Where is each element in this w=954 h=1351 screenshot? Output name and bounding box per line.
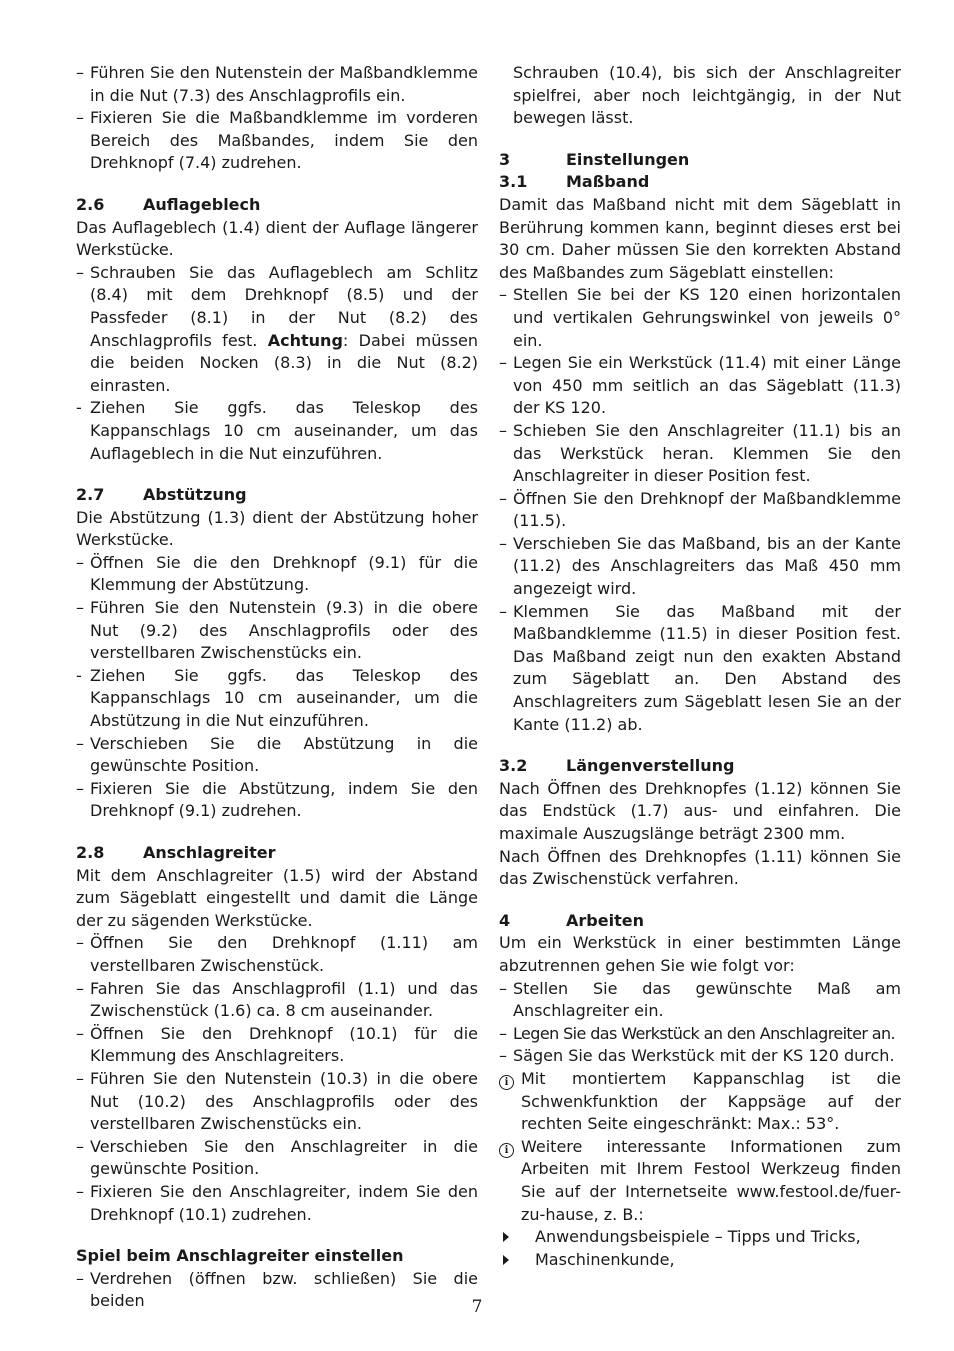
list-item: – Schieben Sie den Anschlagreiter (11.1) bis an das Werkstück heran. Klemmen Sie den Anschlagreiter in dieser Position fest. (499, 420, 901, 486)
info-note: i Mit montiertem Kappanschlag ist die Schwenkfunktion der Kappsäge auf der rechten Seite eingeschränkt: Max.: 53°. (499, 1068, 901, 1136)
list-item: – Stellen Sie bei der KS 120 einen horizontalen und vertikalen Gehrungswinkel von jeweils 0° ein. (499, 285, 901, 350)
info-circle-icon: i (499, 1143, 514, 1158)
list-item: – Fixieren Sie den Anschlagreiter, indem Sie den Drehknopf (10.1) zudrehen. (76, 1181, 478, 1224)
section-body: Die Abstützung (1.3) dient der Abstützung hoher Werkstücke. (76, 507, 478, 550)
section-body: Nach Öffnen des Drehknopfes (1.11) können Sie das Zwischenstück verfahren. (499, 846, 901, 889)
bullet-item: Anwendungsbeispiele – Tipps und Tricks, (499, 1226, 901, 1249)
list-item: – Verschieben Sie den Anschlagreiter in die gewünschte Position. (76, 1136, 478, 1179)
section-body: Das Auflageblech (1.4) dient der Auflage längerer Werkstücke. (76, 217, 478, 260)
section-body: Mit dem Anschlagreiter (1.5) wird der Abstand zum Sägeblatt eingestellt und damit die Länge der zu sägenden Werkstücke. (76, 865, 478, 930)
list-item: – Öffnen Sie den Drehknopf (1.11) am verstellbaren Zwischenstück. (76, 933, 478, 975)
section-heading-4: 4 Arbeiten (499, 910, 644, 930)
section-body: Nach Öffnen des Drehknopfes (1.12) können Sie das Endstück (1.7) aus- und einfahren. Die maximale Auszugslänge beträgt 2300 mm. (499, 778, 901, 843)
list-item: – Führen Sie den Nutenstein der Maßbandklemme in die Nut (7.3) des Anschlagprofils ein. (76, 63, 478, 105)
info-note: i Weitere interessante Informationen zum Arbeiten mit Ihrem Festool Werkzeug finden Sie auf der Internetseite www.festool.de/fuer-zu-hause, z. B.: (499, 1136, 901, 1226)
list-item: – Verschieben Sie die Abstützung in die gewünschte Position. (76, 733, 478, 776)
list-item: – Fahren Sie das Anschlagprofil (1.1) und das Zwischenstück (1.6) ca. 8 cm auseinander. (76, 978, 478, 1021)
section-heading-2-8: 2.8 Anschlagreiter (76, 843, 276, 862)
list-item: – Legen Sie das Werkstück an den Anschlagreiter an. (499, 1023, 896, 1043)
list-item: – Öffnen Sie die den Drehknopf (9.1) für die Klemmung der Abstützung. (76, 552, 478, 595)
list-item: – Schrauben Sie das Auflageblech am Schlitz (8.4) mit dem Drehknopf (8.5) und der Passfeder (8.1) in der Nut (8.2) des Anschlagprofils fest. Achtung: Dabei müssen die beiden Nocken (8.3) in die Nut (8.2) einrasten. (76, 262, 479, 395)
section-body: Damit das Maßband nicht mit dem Sägeblatt in Berührung kommen kann, beginnt dieses erst bei 30 cm. Daher müssen Sie den korrekten Abstand des Maßbandes zum Sägeblatt einstellen: (499, 194, 901, 282)
section-heading-2-6: 2.6 Auflageblech (76, 194, 261, 214)
warning-label: Achtung (267, 330, 343, 350)
section-heading-3: 3 Einstellungen (499, 149, 690, 169)
info-circle-icon: i (499, 1075, 514, 1090)
list-item: – Verschieben Sie das Maßband, bis an der Kante (11.2) des Anschlagreiters das Maß 450 mm angezeigt wird. (499, 533, 901, 599)
list-item: – Sägen Sie das Werkstück mit der KS 120 durch. (499, 1046, 895, 1066)
list-item: – Führen Sie den Nutenstein (9.3) in die obere Nut (9.2) des Anschlagprofils oder des verstellbaren Zwischenstücks ein. (76, 598, 478, 663)
list-item: – Legen Sie ein Werkstück (11.4) mit einer Länge von 450 mm seitlich an das Sägeblatt (11.3) der KS 120. (499, 353, 901, 418)
list-item: – Fixieren Sie die Maßbandklemme im vorderen Bereich des Maßbandes, indem Sie den Drehknopf (7.4) zudrehen. (76, 108, 478, 173)
list-item: – Führen Sie den Nutenstein (10.3) in die obere Nut (10.2) des Anschlagprofils oder des verstellbaren Zwischenstücks ein. (76, 1068, 478, 1134)
triangle-right-icon (503, 1232, 509, 1242)
list-item: - Ziehen Sie ggfs. das Teleskop des Kappanschlags 10 cm auseinander, um das Auflageblech in die Nut einzuführen. (76, 398, 478, 463)
right-column (499, 62, 901, 1271)
bullet-item: Maschinenkunde, (499, 1249, 901, 1272)
list-item: – Stellen Sie das gewünschte Maß am Anschlagreiter ein. (499, 978, 901, 1021)
section-body: Um ein Werkstück in einer bestimmten Länge abzutrennen gehen Sie wie folgt vor: (499, 933, 901, 975)
list-item-continuation: Schrauben (10.4), bis sich der Anschlagreiter spielfrei, aber noch leichtgängig, in der Nut bewegen lässt. (513, 63, 901, 128)
page-number: 7 (471, 1297, 483, 1317)
list-item: – Klemmen Sie das Maßband mit der Maßbandklemme (11.5) in dieser Position fest. Das Maßband zeigt nun den exakten Abstand zum Sägeblatt an. Den Abstand des Anschlagreiters zum Sägeblatt lesen Sie an der Kante (11.2) ab. (499, 601, 901, 734)
section-heading-spiel: Spiel beim Anschlagreiter einstellen (76, 1246, 404, 1266)
left-column (76, 62, 478, 1313)
list-item: – Öffnen Sie den Drehknopf (10.1) für die Klemmung des Anschlagreiters. (76, 1023, 478, 1066)
list-item: - Ziehen Sie ggfs. das Teleskop des Kappanschlags 10 cm auseinander, um die Abstützung in die Nut einzuführen. (76, 665, 478, 731)
section-heading-2-7: 2.7 Abstützung (76, 485, 247, 505)
section-heading-3-2: 3.2 Längenverstellung (499, 756, 735, 776)
list-item: – Verdrehen (öffnen bzw. schließen) Sie die beiden (76, 1268, 478, 1311)
list-item: – Fixieren Sie die Abstützung, indem Sie den Drehknopf (9.1) zudrehen. (76, 778, 478, 821)
section-heading-3-1: 3.1 Maßband (499, 172, 650, 192)
triangle-right-icon (503, 1255, 509, 1265)
list-item: – Öffnen Sie den Drehknopf der Maßbandklemme (11.5). (499, 488, 901, 531)
